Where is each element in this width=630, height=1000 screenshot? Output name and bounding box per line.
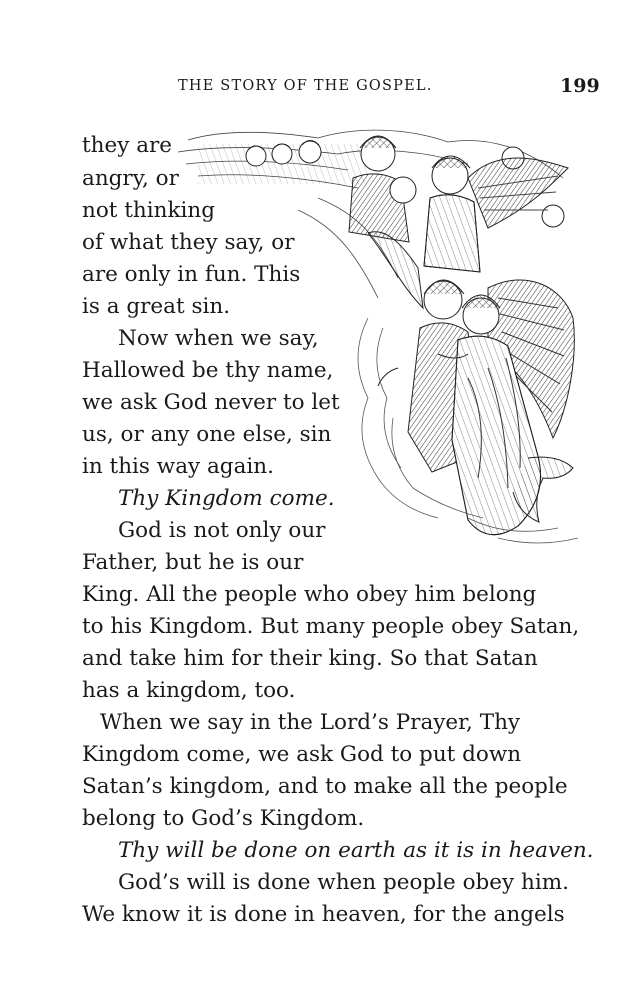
text-line: God is not only our [118, 518, 326, 543]
section-heading: Thy Kingdom come. [118, 486, 335, 511]
text-line: to his Kingdom. But many people obey Satan, [82, 614, 580, 639]
text-line: When we say in the Lord’s Prayer, Thy [100, 710, 521, 735]
text-line: God’s will is done when people obey him. [118, 870, 569, 895]
text-line: are only in fun. This [82, 262, 301, 287]
text-line: and take him for their king. So that Satan [82, 646, 538, 671]
text-line: angry, or [82, 166, 179, 191]
text-line: is a great sin. [82, 294, 231, 319]
text-line: they are [82, 133, 173, 158]
text-line: has a kingdom, too. [82, 678, 296, 703]
text-line: of what they say, or [82, 230, 295, 255]
text-line: Father, but he is our [82, 550, 304, 575]
text-line: We know it is done in heaven, for the angels [82, 902, 565, 927]
text-line: Hallowed be thy name, [82, 358, 334, 383]
text-line: we ask God never to let [82, 390, 340, 415]
text-line: Now when we say, [118, 326, 319, 351]
text-line: King. All the people who obey him belong [82, 582, 537, 607]
running-head: THE STORY OF THE GOSPEL. [178, 78, 433, 94]
text-line: in this way again. [82, 454, 274, 479]
text-line: us, or any one else, sin [82, 422, 332, 447]
running-header [0, 75, 630, 102]
page-number: 199 [560, 75, 600, 97]
lower-angels [368, 232, 574, 535]
section-heading: Thy will be done on earth as it is in heaven. [118, 838, 594, 863]
text-line: Kingdom come, we ask God to put down [82, 742, 522, 767]
text-line: belong to God’s Kingdom. [82, 806, 365, 831]
text-line: Satan’s kingdom, and to make all the people [82, 774, 568, 799]
text-line: not thinking [82, 198, 215, 223]
